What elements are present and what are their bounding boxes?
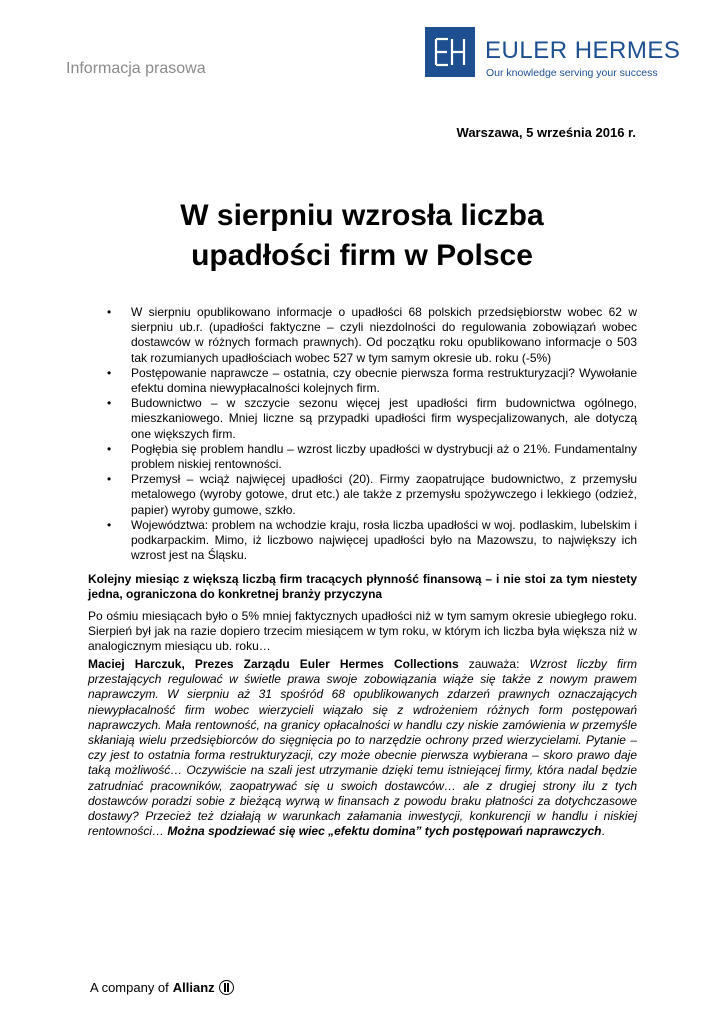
logo-tagline: Our knowledge serving your success	[486, 67, 658, 79]
page-title	[88, 196, 636, 276]
quote-body: Wzrost liczby firm przestających regulować w świetle prawa swoje zobowiązania wiąże się także z nowym prawem naprawczym. W sierpniu aż 31 spośród 68 opublikowanych zdarzeń prawnych oznaczających niewypłacalność firm wobec wierzycieli wiązało się z wdrożeniem różnych form postępowań naprawczych. Mała rentowność, na granicy opłacalności w handlu czy niskie zamówienia w przemyśle skłaniają wielu przedsiębiorców do sięgnięcia po to narzędzie ochrony przed wierzycielami. Pytanie – czy jest to ostatnia forma restrukturyzacji, czy może obecnie pierwsza wybierana – skoro prawo daje taką możliwość… Oczywiście na szali jest utrzymanie dzięki temu istniejącej firmy, która nadal będzie zatrudniać pracowników, zaopatrywać się u swoich dostawców… ale z drugiej strony ilu z tych dostawców poradzi sobie z bieżącą wyrwą w finansach z powodu braku płatności za dotychczasowe dostawy? Przecież też działają w warunkach załamania inwestycji, konkurencji w handlu i niskiej rentowności…	[88, 657, 637, 839]
bullet-item	[104, 396, 637, 442]
bullet-text: Przemysł – wciąż najwięcej upadłości (20). Firmy zaopatrujące budownictwo, z przemysłu metalowego (wyroby gotowe, drut etc.) ale także z przemysłu spożywczego i lekkiego (odzież, papier) wyroby gumowe, szkło.	[131, 472, 637, 517]
quote-paragraph	[88, 657, 637, 839]
bullet-item	[104, 366, 637, 396]
document-type-label: Informacja prasowa	[66, 60, 206, 77]
title-line-1: W sierpniu wzrosła liczba	[180, 199, 544, 232]
footer	[90, 980, 234, 995]
press-release-date: Warszawa, 5 września 2016 r.	[456, 125, 636, 140]
body-paragraph: Po ośmiu miesiącach było o 5% mniej faktycznych upadłości niż w tym samym okresie ubiegłego roku. Sierpień był jak na razie dopiero trzecim miesiącem w tym roku, w którym ich liczba była większa niż w analogicznym miesiącu ub. roku…	[88, 609, 637, 654]
bullet-text: Pogłębia się problem handlu – wzrost liczby upadłości w dystrybucji aż o 21%. Fundamentalny problem niskiej rentowności.	[131, 441, 637, 472]
bullet-icon: •	[107, 305, 112, 319]
footer-prefix: A company of	[90, 980, 169, 995]
quote-end: .	[601, 824, 605, 839]
quote-speaker: Maciej Harczuk, Prezes Zarządu Euler Hermes Collections	[88, 657, 459, 671]
quote-verb: zauważa:	[458, 657, 530, 671]
summary-bullet-list	[104, 305, 637, 563]
bullet-text: W sierpniu opublikowano informacje o upadłości 68 polskich przedsiębiorstw wobec 62 w sierpniu ub.r. (upadłości faktyczne – czyli niezdolności do regulowania zobowiązań wobec dostawców w różnych formach prawnych). Od początku roku opublikowano informacje o 503 tak rozumianych upadłościach wobec 527 w tym samym okresie ub. roku (-5%)	[131, 305, 637, 365]
section-heading: Kolejny miesiąc z większą liczbą firm tracących płynność finansową – i nie stoi za tym niestety jedna, ograniczona do konkretnej branży przyczyna	[88, 572, 637, 602]
bullet-icon: •	[107, 441, 112, 456]
bullet-item	[104, 305, 637, 366]
bullet-text: Województwa: problem na wchodzie kraju, rosła liczba upadłości w woj. podlaskim, lubelskim i podkarpackim. Mimo, iż liczbowo najwięcej upadłości było na Mazowszu, to największy ich wzrost jest na Śląsku.	[131, 517, 637, 563]
title-line-2: upadłości firm w Polsce	[191, 239, 533, 272]
bullet-item	[104, 472, 637, 518]
euler-hermes-logo	[425, 27, 681, 83]
bullet-icon: •	[107, 396, 112, 411]
bullet-item	[104, 518, 637, 564]
allianz-logo-icon	[219, 980, 234, 995]
bullet-text: Postępowanie naprawcze – ostatnia, czy obecnie pierwsza forma restrukturyzacji? Wywołanie efektu domina niewypłacalności kolejnych firm.	[131, 365, 637, 396]
eh-monogram-icon	[425, 27, 475, 77]
bullet-icon: •	[107, 365, 112, 380]
footer-brand: Allianz	[172, 980, 215, 995]
logo-name: EULER HERMES	[485, 37, 681, 64]
bullet-item	[104, 442, 637, 472]
bullet-text: Budownictwo – w szczycie sezonu więcej jest upadłości firm budownictwa ogólnego, mieszkaniowego. Mniej liczne są przypadki upadłości firm wyspecjalizowanych, ale dotyczą one większych firm.	[131, 396, 637, 441]
bullet-icon: •	[107, 472, 112, 487]
quote-emphasis: Można spodziewać się wiec „efektu domina” tych postępowań naprawczych	[167, 824, 602, 839]
bullet-icon: •	[107, 517, 112, 532]
